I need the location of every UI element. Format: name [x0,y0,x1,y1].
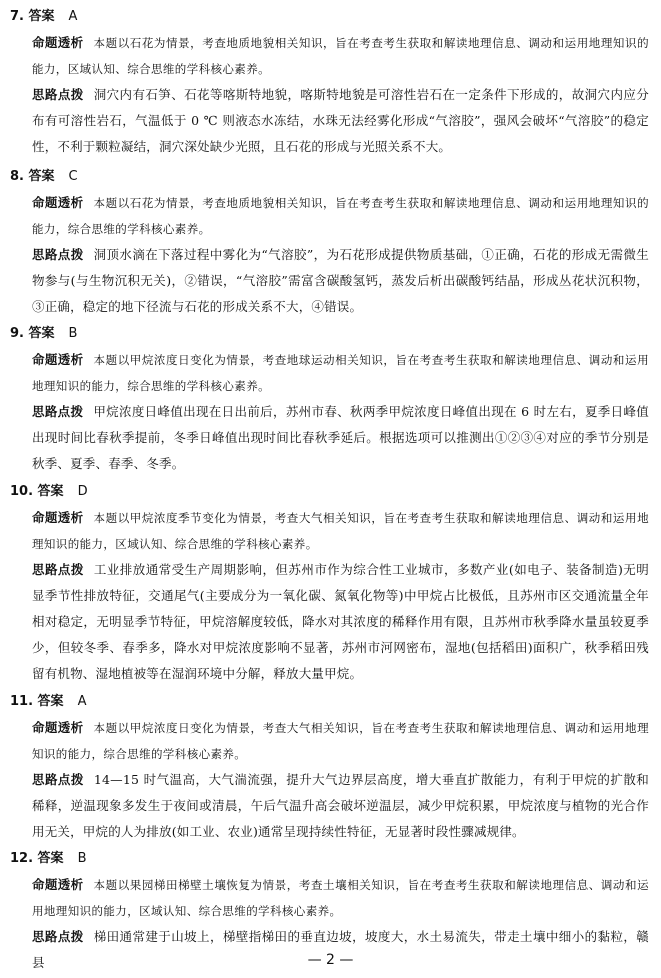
intro-text: 本题以甲烷浓度日变化为情景，考查地球运动相关知识，旨在考查考生获取和解读地理信息、调动和运用地理知识的能力，综合思维的学科核心素养。 [32,353,649,393]
analysis-label: 思路点拨 [32,247,84,262]
answer-letter: B [68,326,78,341]
analysis-label: 思路点拨 [32,772,84,787]
answer-number: 11. 答案 [10,694,64,709]
intro-text: 本题以甲烷浓度日变化为情景，考查大气相关知识，旨在考查考生获取和解读地理信息、调动和运用地理知识的能力，综合思维的学科核心素养。 [32,721,649,761]
answer-number: 9. 答案 [10,326,55,341]
intro-label: 命题透析 [32,720,84,735]
answer-letter: B [77,851,87,866]
analysis-paragraph [32,242,649,320]
answer-letter: D [77,484,88,499]
answer-number: 10. 答案 [10,484,64,499]
question-11 [10,693,649,845]
intro-label: 命题透析 [32,877,84,892]
analysis-paragraph [32,557,649,687]
intro-paragraph [32,190,649,242]
intro-paragraph [32,872,649,924]
intro-paragraph [32,715,649,767]
answer-heading [10,8,649,26]
question-7 [10,8,649,160]
intro-text: 本题以甲烷浓度季节变化为情景，考查大气相关知识，旨在考查考生获取和解读地理信息、调动和运用地理知识的能力，区域认知、综合思维的学科核心素养。 [32,511,649,551]
intro-text: 本题以石花为情景，考查地质地貌相关知识，旨在考查考生获取和解读地理信息、调动和运用地理知识的能力，综合思维的学科核心素养。 [32,196,649,236]
analysis-text: 14—15 时气温高，大气湍流强，提升大气边界层高度，增大垂直扩散能力，有利于甲烷的扩散和稀释，逆温现象多发生于夜间或清晨，午后气温升高会破坏逆温层，减少甲烷积累，甲烷浓度与植物的光合作用无关，甲烷的人为排放(如工业、农业)通常呈现持续性特征，无显著时段性骤减规律。 [32,772,649,839]
analysis-paragraph [32,399,649,477]
intro-label: 命题透析 [32,352,84,367]
analysis-text: 工业排放通常受生产周期影响，但苏州市作为综合性工业城市，多数产业(如电子、装备制造)无明显季节性排放特征，交通尾气(主要成分为一氧化碳、氮氧化物等)中甲烷占比极低，且苏州市区交通流量全年相对稳定，无明显季节特征，甲烷溶解度较低，降水对其浓度的稀释作用有限，且苏州市秋季降水量虽较夏季少，但较冬季、春季多，降水对甲烷浓度影响不显著，苏州市河网密布，湿地(包括稻田)面积广，秋季稻田残留有机物、湿地植被等在湿润环境中分解，释放大量甲烷。 [32,562,649,681]
answer-heading [10,483,649,501]
intro-paragraph [32,347,649,399]
answer-letter: A [77,694,87,709]
answer-heading [10,850,649,868]
intro-text: 本题以石花为情景，考查地质地貌相关知识，旨在考查考生获取和解读地理信息、调动和运用地理知识的能力，区域认知、综合思维的学科核心素养。 [32,36,649,76]
answer-number: 12. 答案 [10,851,64,866]
analysis-paragraph [32,82,649,160]
answer-heading [10,693,649,711]
intro-label: 命题透析 [32,35,84,50]
answer-letter: A [68,9,78,24]
question-10 [10,483,649,687]
analysis-text: 洞穴内有石笋、石花等喀斯特地貌，喀斯特地貌是可溶性岩石在一定条件下形成的，故洞穴内应分布有可溶性岩石，气温低于 0 ℃ 则液态水冻结，水珠无法经雾化形成“气溶胶”，强风会破坏“气溶胶”的稳定性，不利于颗粒凝结，洞穴深处缺少光照，且石花的形成与光照关系不大。 [32,87,649,154]
page-number: — 2 — [307,952,354,968]
analysis-label: 思路点拨 [32,562,84,577]
intro-label: 命题透析 [32,510,84,525]
intro-label: 命题透析 [32,195,84,210]
analysis-label: 思路点拨 [32,87,84,102]
answer-letter: C [68,169,78,184]
intro-paragraph [32,505,649,557]
question-9 [10,325,649,477]
answer-number: 8. 答案 [10,169,55,184]
analysis-text: 梯田通常建于山坡上，梯壁指梯田的垂直边坡，坡度大，水土易流失，带走土壤中细小的黏粒，赣县 [32,929,649,970]
answer-number: 7. 答案 [10,9,55,24]
answer-heading [10,325,649,343]
question-8 [10,168,649,320]
analysis-label: 思路点拨 [32,929,84,944]
analysis-label: 思路点拨 [32,404,84,419]
answer-heading [10,168,649,186]
analysis-paragraph [32,924,649,976]
analysis-paragraph [32,767,649,845]
analysis-text: 洞顶水滴在下落过程中雾化为“气溶胶”，为石花形成提供物质基础，①正确，石花的形成无需微生物参与(与生物沉积无关)，②错误，“气溶胶”需富含碳酸氢钙，蒸发后析出碳酸钙结晶，形成丛花状沉积物，③正确，稳定的地下径流与石花的形成关系不大，④错误。 [32,247,649,314]
analysis-text: 甲烷浓度日峰值出现在日出前后，苏州市春、秋两季甲烷浓度日峰值出现在 6 时左右，夏季日峰值出现时间比春秋季提前，冬季日峰值出现时间比春秋季延后。根据选项可以推测出①②③④对应的季节分别是秋季、夏季、春季、冬季。 [32,404,649,471]
intro-paragraph [32,30,649,82]
intro-text: 本题以果园梯田梯壁土壤恢复为情景，考查土壤相关知识，旨在考查考生获取和解读地理信息、调动和运用地理知识的能力，区域认知、综合思维的学科核心素养。 [32,878,649,918]
